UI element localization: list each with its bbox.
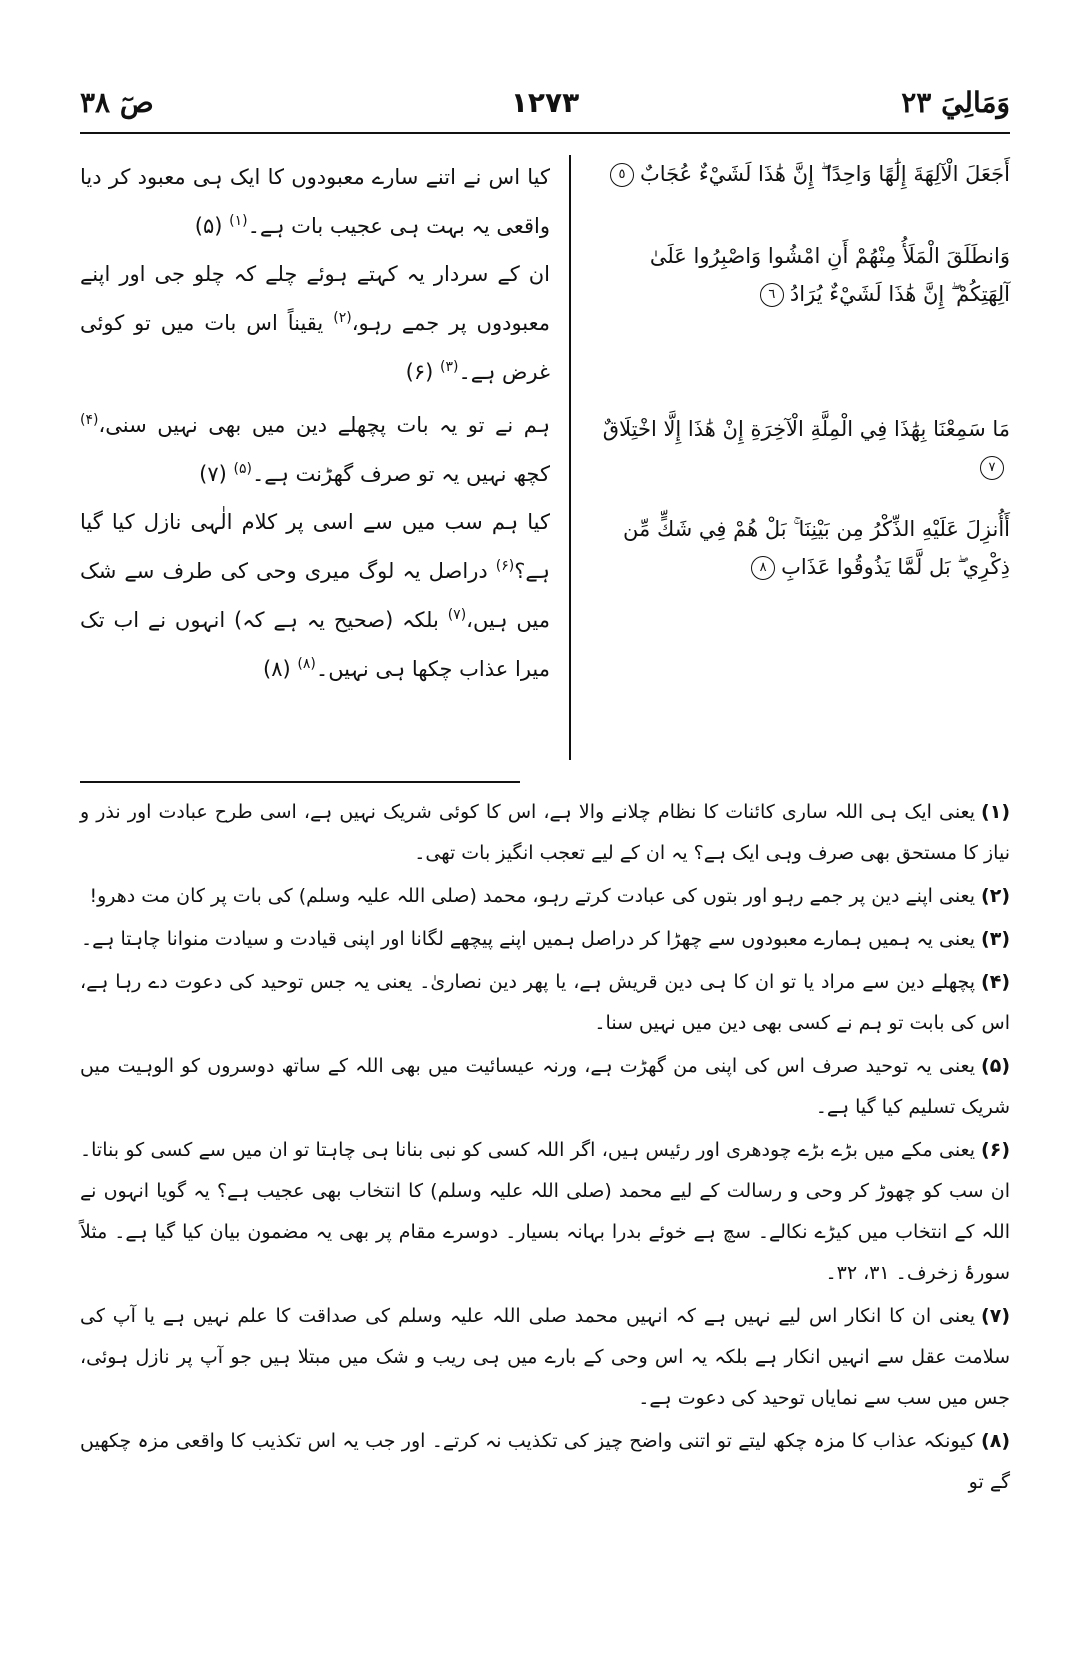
footnote-mark: (۵) [981, 1055, 1010, 1077]
surah-label: صٓ ٣٨ [80, 86, 154, 119]
footnote-3 [80, 919, 1010, 960]
translation-text: بلکہ (صحیح یہ ہے کہ) انہوں نے اب تک میرا عذاب چکھا ہی نہیں۔ [80, 608, 550, 681]
page-number: ١٢٧٣ [510, 86, 580, 119]
ayah-number-marker: ٦ [760, 283, 784, 307]
footnote-ref: (۶) [495, 558, 515, 574]
translation-text: دراصل یہ لوگ میری وحی کی طرف سے شک میں ہیں، [80, 559, 550, 632]
ayah-text: وَانطَلَقَ الْمَلَأُ مِنْهُمْ أَنِ امْشُوا وَاصْبِرُوا عَلَىٰ آلِهَتِكُمْ ۖ إِنَّ هَٰذَا لَشَيْءٌ يُرَادُ [649, 244, 1010, 306]
verse-ref: (۶) [405, 360, 434, 384]
footnote-mark: (۳) [981, 928, 1010, 950]
footnote-ref: (۵) [233, 461, 252, 477]
footnote-text: یعنی ایک ہی اللہ ساری کائنات کا نظام چلانے والا ہے، اس کا کوئی شریک نہیں ہے، اسی طرح عبادت اور نذر و نیاز کا مستحق بھی صرف وہی ایک ہے؟ یہ ان کے لیے تعجب انگیز بات تھی۔ [80, 801, 1010, 864]
footnote-5 [80, 1046, 1010, 1128]
ayah-7 [590, 410, 1010, 486]
footnote-text: کیونکہ عذاب کا مزہ چکھ لیتے تو اتنی واضح چیز کی تکذیب نہ کرتے۔ اور جب یہ اس تکذیب کا واقعی مزہ چکھیں گے تو [80, 1430, 1010, 1493]
ayah-number-marker: ٨ [751, 556, 775, 580]
footnote-mark: (۷) [981, 1305, 1010, 1327]
translation-8 [80, 500, 550, 691]
footnote-2 [80, 876, 1010, 917]
juz-label: وَمَالِيَ ٢٣ [901, 86, 1010, 119]
ayah-text: أَأُنزِلَ عَلَيْهِ الذِّكْرُ مِن بَيْنِنَا ۚ بَلْ هُمْ فِي شَكٍّ مِّن ذِكْرِي ۖ بَل لَّمَّا يَذُوقُوا عَذَابِ [623, 517, 1010, 579]
verse-ref: (۵) [194, 214, 223, 238]
footnote-mark: (۴) [981, 971, 1010, 993]
ayah-number-marker: ٥ [610, 163, 634, 187]
translation-text: یقیناً اس بات میں تو کوئی غرض ہے۔ [80, 311, 550, 384]
ayah-text: مَا سَمِعْنَا بِهَٰذَا فِي الْمِلَّةِ الْآخِرَةِ إِنْ هَٰذَا إِلَّا اخْتِلَاقٌ [602, 417, 1010, 441]
translation-text: ہم نے تو یہ بات پچھلے دین میں بھی نہیں سنی، [98, 413, 550, 437]
footnote-mark: (۶) [981, 1139, 1010, 1161]
footnote-text: پچھلے دین سے مراد یا تو ان کا ہی دین قریش ہے، یا پھر دین نصاریٰ۔ یعنی یہ جس توحید کی دعوت دے رہا ہے، اس کی بابت تو ہم نے کسی بھی دین میں نہیں سنا۔ [80, 971, 1010, 1034]
translation-6 [80, 252, 550, 394]
ayah-8 [590, 510, 1010, 586]
footnote-text: یعنی اپنے دین پر جمے رہو اور بتوں کی عبادت کرتے رہو، محمد (صلی اللہ علیہ وسلم) کی بات پر کان مت دھرو! [89, 885, 976, 907]
ayah-number-marker: ٧ [980, 456, 1004, 480]
translation-text: کیا اس نے اتنے سارے معبودوں کا ایک ہی معبود کر دیا واقعی یہ بہت ہی عجیب بات ہے۔ [80, 165, 550, 238]
footnote-mark: (۱) [981, 801, 1010, 823]
footnote-ref: (۱) [229, 213, 248, 229]
footnote-text: یعنی مکے میں بڑے بڑے چودھری اور رئیس ہیں، اگر اللہ کسی کو نبی بنانا ہی چاہتا تو ان میں سے کسی کو بناتا۔ ان سب کو چھوڑ کر وحی و رسالت کے لیے محمد (صلی اللہ علیہ وسلم) کا انتخاب بھی عجیب ہے؟ یہ گویا انہوں نے اللہ کے انتخاب میں کیڑے نکالے۔ سچ ہے خوئے بدرا بہانہ بسیار۔ دوسرے مقام پر بھی یہ مضمون بیان کیا گیا ہے۔ مثلاً سورۂ زخرف۔ ۳۱، ۳۲۔ [80, 1139, 1010, 1284]
footnote-4 [80, 962, 1010, 1044]
footnote-ref: (۳) [439, 359, 459, 375]
footnote-6 [80, 1130, 1010, 1294]
footnote-mark: (۲) [981, 885, 1010, 907]
footnote-ref: (۷) [447, 607, 467, 623]
ayah-text: أَجَعَلَ الْآلِهَةَ إِلَٰهًا وَاحِدًا ۖ إِنَّ هَٰذَا لَشَيْءٌ عُجَابٌ [639, 162, 1010, 186]
footnote-1 [80, 792, 1010, 874]
footnote-text: یعنی یہ توحید صرف اس کی اپنی من گھڑت ہے، ورنہ عیسائیت میں بھی اللہ کے ساتھ دوسروں کو الوہیت میں شریک تسلیم کیا گیا ہے۔ [80, 1055, 1010, 1118]
header-divider [80, 132, 1010, 134]
page-header [80, 86, 1010, 126]
translation-text: کچھ نہیں یہ تو صرف گھڑنت ہے۔ [251, 462, 550, 486]
footnote-mark: (۸) [981, 1430, 1010, 1452]
footnotes-section [80, 792, 1010, 1505]
column-divider [569, 155, 571, 760]
footnote-7 [80, 1296, 1010, 1419]
footnote-ref: (۴) [80, 412, 99, 428]
footnote-ref: (۸) [297, 656, 316, 672]
footnote-ref: (۲) [333, 310, 352, 326]
verse-ref: (۷) [199, 462, 227, 486]
translation-text: کیا ہم سب میں سے اسی پر کلام الٰہی نازل کیا گیا ہے؟ [80, 510, 550, 583]
footnote-text: یعنی ان کا انکار اس لیے نہیں ہے کہ انہیں محمد صلی اللہ علیہ وسلم کی صداقت کا علم نہیں ہے یا آپ کی سلامت عقل سے انہیں انکار ہے بلکہ یہ اس وحی کے بارے میں ہی ریب و شک میں مبتلا ہیں جو آپ پر نازل ہوئی، جس میں سب سے نمایاں توحید کی دعوت ہے۔ [80, 1305, 1010, 1409]
translation-7 [80, 398, 550, 496]
footnote-divider [80, 781, 520, 783]
footnote-8 [80, 1421, 1010, 1503]
ayah-5 [590, 155, 1010, 193]
translation-5 [80, 155, 550, 248]
verse-ref: (۸) [263, 657, 291, 681]
footnote-text: یعنی یہ ہمیں ہمارے معبودوں سے چھڑا کر دراصل ہمیں اپنے پیچھے لگانا اور اپنی قیادت و سیادت منوانا چاہتا ہے۔ [81, 928, 976, 950]
ayah-6 [590, 237, 1010, 313]
translation-column [80, 155, 550, 695]
translation-text: ان کے سردار یہ کہتے ہوئے چلے کہ چلو جی اور اپنے معبودوں پر جمے رہو، [80, 262, 551, 335]
